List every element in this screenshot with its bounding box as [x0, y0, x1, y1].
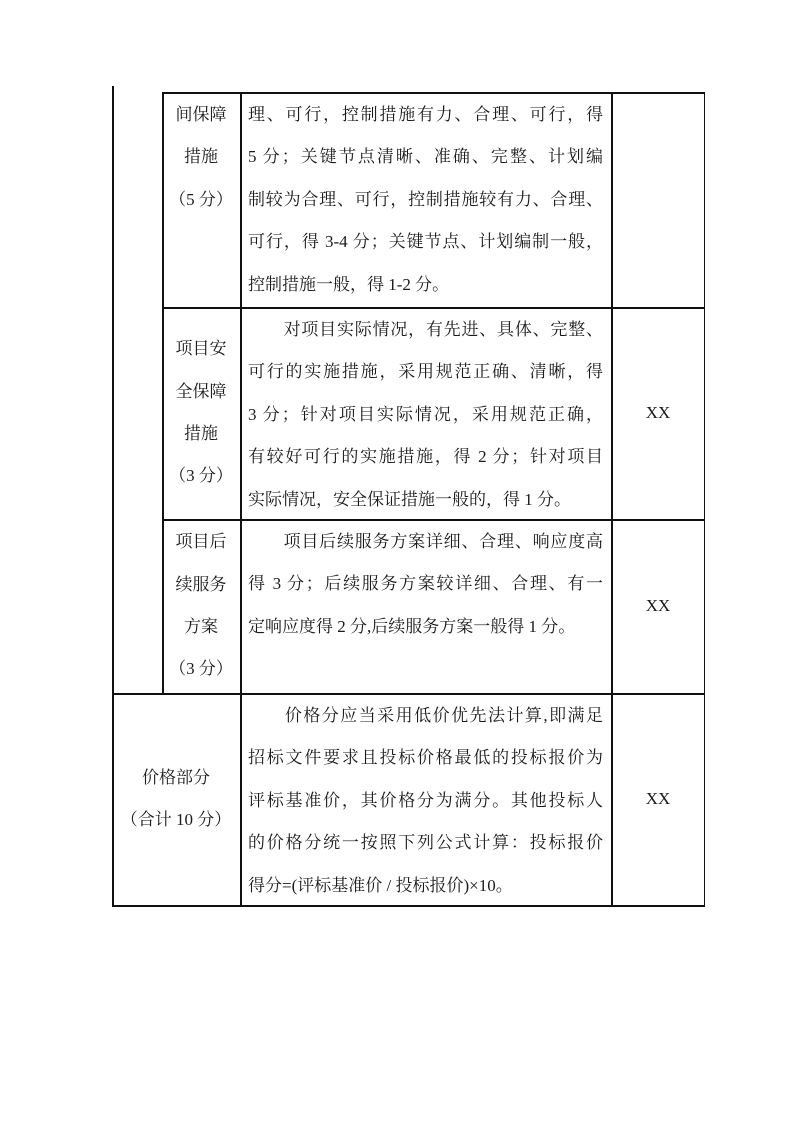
text-line: （合计 10 分）	[120, 810, 232, 829]
text-line: 项目后	[175, 532, 227, 552]
text-line: 控制措施一般，得 1-2 分。	[248, 274, 450, 294]
score-value: XX	[645, 789, 671, 808]
text-line: 项目安	[175, 339, 227, 359]
empty-spanning-cell	[112, 92, 162, 693]
score-value: XX	[645, 403, 671, 422]
text-line: 5 分；关键节点清晰、准确、完整、计划编	[248, 147, 603, 167]
description-cell-safety-guarantee	[240, 307, 611, 519]
score-cell-safety-guarantee	[611, 307, 705, 519]
description-cell-follow-up-service	[240, 519, 611, 693]
text-line: （3 分）	[169, 466, 233, 486]
score-cell-time-guarantee	[611, 92, 705, 307]
text-line: 续服务	[175, 574, 227, 594]
text-line: 有较好可行的实施措施，得 2 分；针对项目	[248, 447, 603, 467]
text-line: 得分=(评标基准价 / 投标报价)×10。	[248, 875, 513, 895]
criteria-cell-follow-up-service	[162, 519, 240, 693]
text-line: 方案	[184, 617, 218, 636]
description-cell-price-section	[240, 693, 611, 905]
text-line: （5 分）	[169, 189, 233, 209]
text-line: 项目后续服务方案详细、合理、响应度高	[248, 532, 603, 551]
text-line: 制较为合理、可行，控制措施较有力、合理、	[248, 189, 603, 209]
text-line: 招标文件要求且投标价格最低的投标报价为	[248, 748, 603, 768]
text-line: 措施	[184, 424, 218, 443]
text-line: 间保障	[175, 105, 227, 124]
text-line: 实际情况，安全保证措施一般的，得 1 分。	[248, 489, 571, 509]
text-line: 的价格分统一按照下列公式计算：投标报价	[248, 833, 603, 853]
text-line: 理、可行，控制措施有力、合理、可行，得	[248, 105, 603, 124]
score-value: XX	[645, 596, 671, 615]
description-cell-time-guarantee	[240, 92, 611, 307]
text-line: 评标基准价，其价格分为满分。其他投标人	[248, 790, 603, 810]
text-line: 得 3 分；后续服务方案较详细、合理、有一	[248, 574, 603, 594]
criteria-cell-time-guarantee	[162, 92, 240, 307]
text-line: 措施	[184, 147, 218, 167]
text-line: 全保障	[175, 381, 227, 401]
text-line: （3 分）	[169, 659, 233, 679]
text-line: 对项目实际情况，有先进、具体、完整、	[248, 320, 603, 339]
criteria-cell-safety-guarantee	[162, 307, 240, 519]
text-line: 3 分；针对项目实际情况，采用规范正确，	[248, 404, 603, 424]
text-line: 定响应度得 2 分,后续服务方案一般得 1 分。	[248, 616, 576, 636]
text-line: 价格部分	[142, 767, 210, 787]
score-cell-follow-up-service	[611, 519, 705, 693]
text-line: 价格分应当采用低价优先法计算,即满足	[248, 706, 603, 725]
text-line: 可行，得 3-4 分；关键节点、计划编制一般，	[248, 232, 603, 252]
text-line: 可行的实施措施，采用规范正确、清晰，得	[248, 362, 603, 382]
score-cell-price-section	[611, 693, 705, 905]
criteria-cell-price-section	[112, 693, 240, 905]
